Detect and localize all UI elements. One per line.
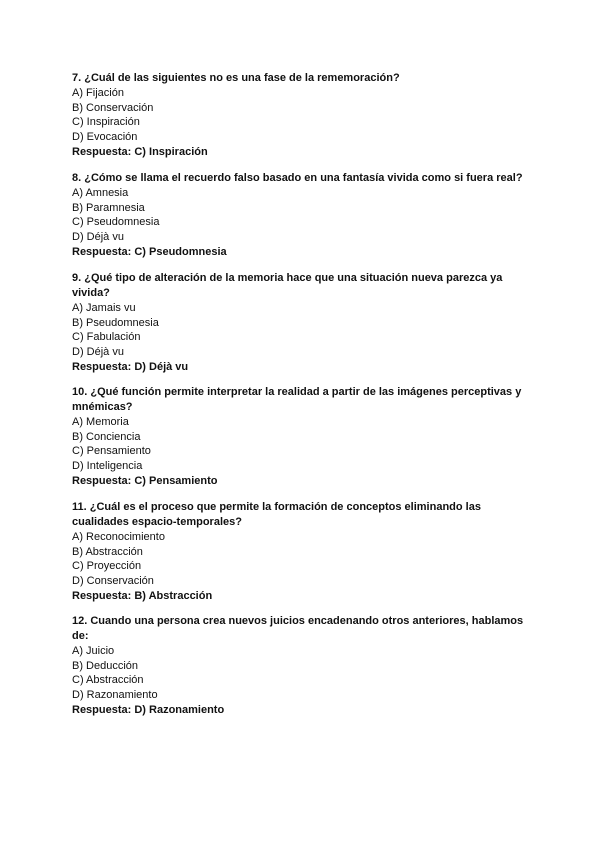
option-a: A) Reconocimiento (72, 531, 165, 543)
question-block-11 (72, 500, 532, 604)
option-d: D) Evocación (72, 131, 138, 144)
question-block-8 (72, 171, 532, 260)
question-block-10 (72, 385, 532, 489)
option-d: D) Déjà vu (72, 231, 124, 244)
answer-text: Respuesta: C) Pseudomnesia (72, 245, 227, 258)
option-b: B) Conservación (72, 101, 154, 114)
option-b: B) Paramnesia (72, 201, 145, 214)
option-b: B) Abstracción (72, 545, 143, 558)
question-block-7 (72, 71, 532, 160)
option-c: C) Abstracción (72, 674, 144, 687)
option-d: D) Déjà vu (72, 346, 124, 359)
option-d: D) Conservación (72, 575, 154, 588)
option-a: A) Juicio (72, 645, 115, 657)
option-d: D) Razonamiento (72, 689, 158, 702)
option-a: A) Fijación (72, 87, 124, 99)
answer-text: Respuesta: B) Abstracción (72, 589, 213, 602)
question-text: 7. ¿Cuál de las siguientes no es una fase de la rememoración? (72, 72, 400, 84)
question-block-12 (72, 614, 532, 718)
answer-text: Respuesta: C) Pensamiento (72, 474, 218, 487)
answer-text: Respuesta: C) Inspiración (72, 145, 208, 158)
option-a: A) Amnesia (72, 187, 129, 199)
option-b: B) Deducción (72, 659, 139, 672)
option-c: C) Pensamiento (72, 445, 151, 458)
answer-text: Respuesta: D) Déjà vu (72, 360, 189, 373)
answer-text: Respuesta: D) Razonamiento (72, 703, 225, 716)
option-c: C) Proyección (72, 560, 142, 573)
question-text: 10. ¿Qué función permite interpretar la realidad a partir de las imágenes perceptivas y mnémicas? (72, 386, 522, 413)
option-b: B) Conciencia (72, 430, 141, 443)
option-c: C) Pseudomnesia (72, 216, 160, 229)
question-text: 12. Cuando una persona crea nuevos juicios encadenando otros anteriores, hablamos de: (72, 615, 524, 642)
question-text: 9. ¿Qué tipo de alteración de la memoria hace que una situación nueva parezca ya vivida? (72, 272, 503, 299)
question-block-9 (72, 271, 532, 375)
option-c: C) Fabulación (72, 331, 141, 344)
option-c: C) Inspiración (72, 116, 140, 129)
question-text: 11. ¿Cuál es el proceso que permite la formación de conceptos eliminando las cualidades espacio-temporales? (72, 501, 481, 528)
option-a: A) Jamais vu (72, 302, 136, 314)
option-b: B) Pseudomnesia (72, 316, 159, 329)
option-a: A) Memoria (72, 416, 129, 428)
option-d: D) Inteligencia (72, 460, 143, 473)
question-text: 8. ¿Cómo se llama el recuerdo falso basado en una fantasía vivida como si fuera real? (72, 172, 523, 184)
